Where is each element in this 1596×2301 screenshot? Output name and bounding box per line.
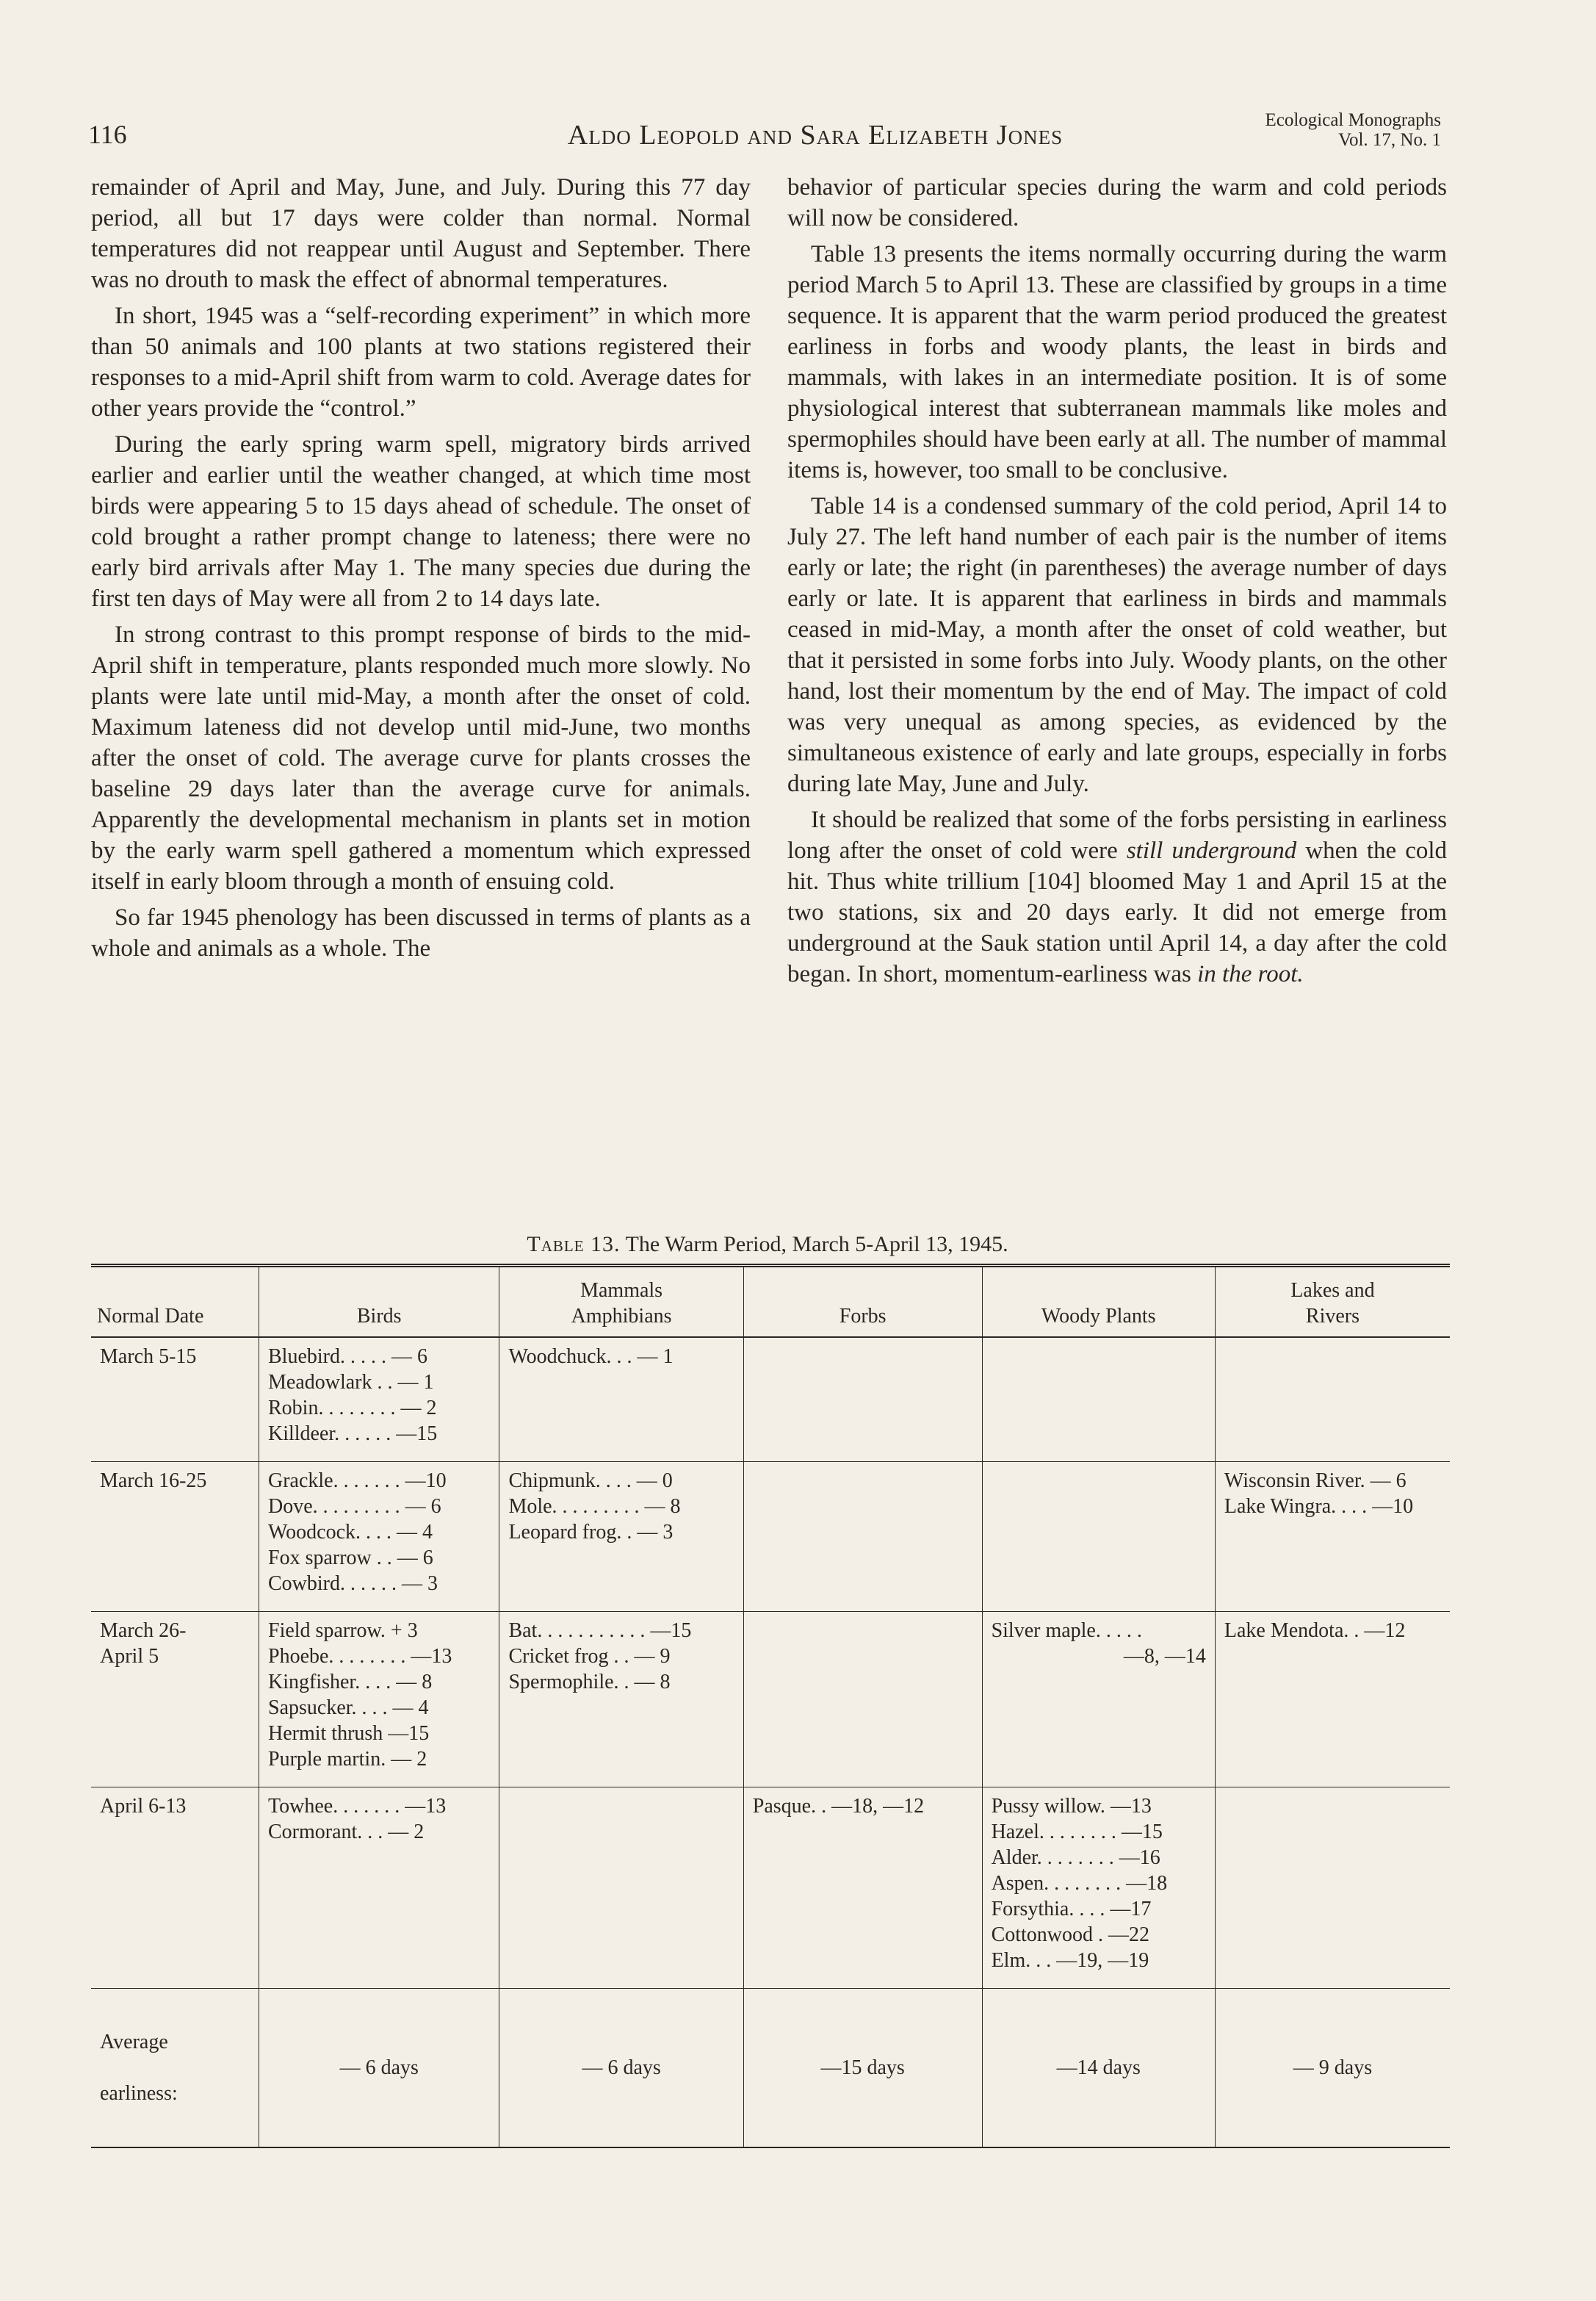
table-row (91, 1612, 1450, 1787)
header-normal-date: Normal Date (91, 1266, 259, 1338)
text-run: It should be realized that some of the forbs persisting in earliness long after the onset of cold were (787, 807, 1447, 864)
lakes-cell (1215, 1337, 1450, 1462)
table-entry: Sapsucker. . . . — 4 (268, 1696, 429, 1719)
running-title-authors: Aldo Leopold and Sara Elizabeth Jones (567, 120, 1064, 151)
average-earliness-row (91, 1989, 1450, 2148)
journal-name: Ecological Monographs (1265, 110, 1441, 130)
paragraph: In strong contrast to this prompt response of birds to the mid-April shift in temperature, plants responded much more slowly. No plants were late until mid-May, a month after the onset of cold. Maximum lateness did not develop until mid-June, two months after the onset of cold. The average curve for plants crosses the baseline 29 days later than the average curve for animals. Apparently the developmental mechanism in plants set in motion by the early warm spell gathered a momentum which expressed itself in early bloom through a month of ensuing cold. (91, 622, 751, 895)
woody-cell (982, 1337, 1215, 1462)
table-entry: Bluebird. . . . . — 6 (268, 1345, 427, 1368)
running-header (88, 110, 1441, 162)
table-entry: Woodcock. . . . — 4 (268, 1521, 433, 1544)
warm-period-table (91, 1264, 1450, 2148)
table-row (91, 1462, 1450, 1612)
paragraph: In short, 1945 was a “self-recording experiment” in which more than 50 animals and 100 plants at two stations registered their responses to a mid-April shift from warm to cold. Average dates for other years provide the “control.” (91, 303, 751, 422)
header-lakes-rivers (1215, 1266, 1450, 1338)
woody-cell (982, 1462, 1215, 1612)
table-row (91, 1337, 1450, 1462)
table-entry: Alder. . . . . . . . —16 (991, 1846, 1160, 1869)
table-entry: Hermit thrush —15 (268, 1722, 430, 1745)
lakes-cell (1215, 1462, 1450, 1612)
table-entry: Forsythia. . . . —17 (991, 1898, 1152, 1920)
table-entry: Killdeer. . . . . . —15 (268, 1422, 438, 1445)
normal-date-cell: March 26- April 5 (91, 1612, 259, 1787)
woody-cell (982, 1787, 1215, 1989)
table-entry: Wisconsin River. — 6 (1224, 1469, 1407, 1492)
table-entry: Cormorant. . . — 2 (268, 1821, 425, 1843)
table-entry: Robin. . . . . . . . — 2 (268, 1397, 437, 1419)
table-entry: Towhee. . . . . . . —13 (268, 1795, 447, 1818)
table-title: The Warm Period, March 5-April 13, 1945. (625, 1232, 1008, 1256)
normal-date-cell: March 5-15 (91, 1337, 259, 1462)
header-forbs: Forbs (743, 1266, 982, 1338)
woody-cell (982, 1612, 1215, 1787)
text-run: when the cold hit. Thus white trillium [104] bloomed May 1 and April 15 at the two stations, six and 20 days early. It did not emerge from underground at the Sauk station until April 14, a day after the cold began. In short, momentum-earliness was (787, 838, 1448, 987)
header-line: Mammals (580, 1279, 663, 1302)
table-entry: Field sparrow. + 3 (268, 1619, 418, 1642)
table-header-row (91, 1266, 1450, 1338)
table-entry: Silver maple. . . . . (991, 1619, 1142, 1642)
table-entry: Dove. . . . . . . . . — 6 (268, 1495, 441, 1518)
paragraph: During the early spring warm spell, migratory birds arrived earlier and earlier until the weather changed, at which time most birds were appearing 5 to 15 days ahead of schedule. The onset of cold brought a rather prompt change to lateness; there were no early bird arrivals after May 1. The many species due during the first ten days of May were all from 2 to 14 days late. (91, 431, 751, 612)
table-entry: Meadowlark . . — 1 (268, 1371, 434, 1394)
paragraph: So far 1945 phenology has been discussed in terms of plants as a whole and animals as a whole. The (91, 904, 751, 962)
table-entry: Aspen. . . . . . . . —18 (991, 1872, 1168, 1895)
mammals-cell (499, 1337, 743, 1462)
forbs-cell (743, 1462, 982, 1612)
table-label: Table 13. (527, 1232, 621, 1256)
mammals-cell (499, 1612, 743, 1787)
table-entry: Fox sparrow . . — 6 (268, 1546, 433, 1569)
table-entry: Spermophile. . — 8 (508, 1671, 671, 1693)
table-entry: Kingfisher. . . . — 8 (268, 1671, 433, 1693)
table-entry: Phoebe. . . . . . . . —13 (268, 1645, 452, 1668)
table-entry: Lake Mendota. . —12 (1224, 1619, 1406, 1642)
average-label-line: Average (100, 2031, 168, 2053)
average-forbs: —15 days (743, 1989, 982, 2148)
table-entry: Hazel. . . . . . . . —15 (991, 1821, 1163, 1843)
table-entry: Lake Wingra. . . . —10 (1224, 1495, 1414, 1518)
table-entry: Elm. . . —19, —19 (991, 1949, 1149, 1972)
forbs-cell (743, 1612, 982, 1787)
emphasis-still-underground: still underground (1126, 838, 1297, 864)
forbs-cell (743, 1337, 982, 1462)
header-line: Amphibians (571, 1305, 672, 1328)
emphasis-in-the-root: in the root. (1197, 961, 1304, 987)
header-birds: Birds (259, 1266, 499, 1338)
right-text-column (787, 172, 1447, 995)
header-woody-plants: Woody Plants (982, 1266, 1215, 1338)
header-mammals-amphibians (499, 1266, 743, 1338)
mammals-cell (499, 1462, 743, 1612)
table-row (91, 1787, 1450, 1989)
header-line: Rivers (1305, 1305, 1360, 1328)
mammals-cell (499, 1787, 743, 1989)
table-entry: Pussy willow. —13 (991, 1795, 1152, 1818)
paragraph: behavior of particular species during the warm and cold periods will now be considered. (787, 174, 1447, 231)
lakes-cell (1215, 1612, 1450, 1787)
journal-volume: Vol. 17, No. 1 (1338, 130, 1441, 150)
table-entry: Cottonwood . —22 (991, 1923, 1150, 1946)
average-label (91, 1989, 259, 2148)
table-entry: Chipmunk. . . . — 0 (508, 1469, 673, 1492)
birds-cell (259, 1337, 499, 1462)
table-entry: Purple martin. — 2 (268, 1748, 427, 1771)
journal-citation (1265, 110, 1441, 150)
normal-date-cell: April 6-13 (91, 1787, 259, 1989)
table-entry: Bat. . . . . . . . . . . —15 (508, 1619, 692, 1642)
table-entry: Pasque. . —18, —12 (752, 1795, 925, 1818)
page-number: 116 (88, 120, 127, 149)
table-entry: Mole. . . . . . . . . — 8 (508, 1495, 681, 1518)
paragraph: remainder of April and May, June, and July. During this 77 day period, all but 17 days were colder than normal. Normal temperatures did not reappear until August and September. There was no drouth to mask the effect of abnormal temperatures. (91, 174, 751, 293)
table-entry: Cowbird. . . . . . — 3 (268, 1572, 438, 1595)
birds-cell (259, 1787, 499, 1989)
paragraph: Table 14 is a condensed summary of the cold period, April 14 to July 27. The left hand number of each pair is the number of items early or late; the right (in parentheses) the average number of days early or late. It is apparent that earliness in birds and mammals ceased in mid-May, a month after the onset of cold weather, but that it persisted in some forbs into July. Woody plants, on the other hand, lost their momentum by the end of May. The impact of cold was very unequal as among species, as evidenced by the simultaneous existence of early and late groups, especially in forbs during late May, June and July. (787, 493, 1447, 797)
paragraph (787, 804, 1447, 990)
table-entry: Woodchuck. . . — 1 (508, 1345, 674, 1368)
normal-date-cell: March 16-25 (91, 1462, 259, 1612)
header-line: Lakes and (1290, 1279, 1375, 1302)
table-body (91, 1337, 1450, 1989)
forbs-cell (743, 1787, 982, 1989)
average-label-line: earliness: (100, 2082, 178, 2105)
birds-cell (259, 1462, 499, 1612)
average-birds: — 6 days (259, 1989, 499, 2148)
lakes-cell (1215, 1787, 1450, 1989)
table-entry: Cricket frog . . — 9 (508, 1645, 671, 1668)
table-entry: —8, —14 (1123, 1645, 1206, 1668)
table-entry: Leopard frog. . — 3 (508, 1521, 674, 1544)
paragraph: Table 13 presents the items normally occurring during the warm period March 5 to April 13. These are classified by groups in a time sequence. It is apparent that the warm period produced the greatest earliness in forbs and woody plants, the least in birds and mammals, with lakes in an intermediate position. It is of some physiological interest that subterranean mammals like moles and spermophiles should have been early at all. The number of mammal items is, however, too small to be conclusive. (787, 241, 1447, 483)
average-mammals: — 6 days (499, 1989, 743, 2148)
average-woody: —14 days (982, 1989, 1215, 2148)
average-lakes: — 9 days (1215, 1989, 1450, 2148)
table-entry: Grackle. . . . . . . —10 (268, 1469, 447, 1492)
table-caption (91, 1232, 1444, 1257)
left-text-column (91, 172, 751, 969)
birds-cell (259, 1612, 499, 1787)
